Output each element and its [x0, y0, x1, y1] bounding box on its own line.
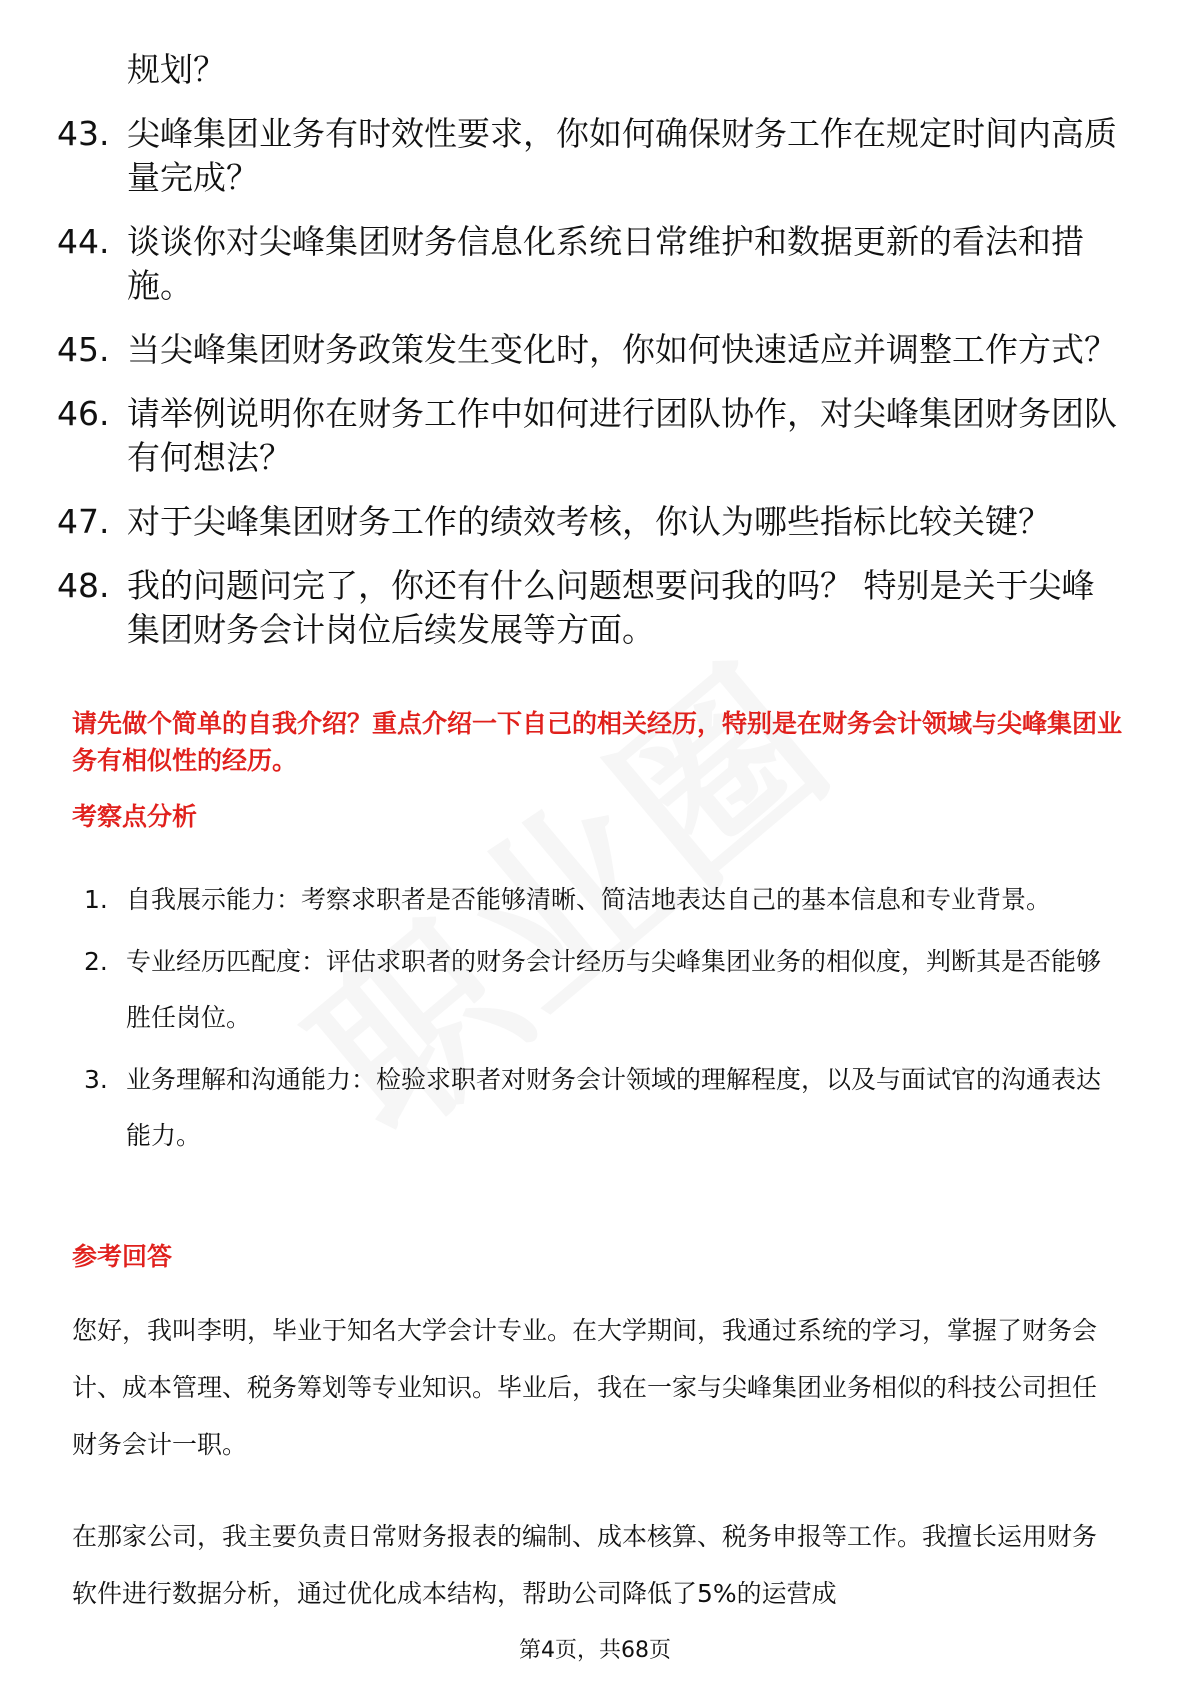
analysis-list	[84, 872, 1124, 1170]
question-text: 对于尖峰集团财务工作的绩效考核，你认为哪些指标比较关键？	[127, 502, 1051, 541]
question-text: 当尖峰集团财务政策发生变化时，你如何快速适应并调整工作方式？	[127, 330, 1117, 369]
question-item	[57, 112, 1117, 200]
analysis-text: 自我展示能力：考察求职者是否能够清晰、简洁地表达自己的基本信息和专业背景。	[126, 885, 1052, 914]
question-text: 尖峰集团业务有时效性要求，你如何确保财务工作在规定时间内高质量完成？	[127, 114, 1117, 197]
question-item	[57, 392, 1117, 480]
answer-paragraph: 在那家公司，我主要负责日常财务报表的编制、成本核算、税务申报等工作。我擅长运用财务软件进行数据分析，通过优化成本结构，帮助公司降低了5%的运营成	[72, 1522, 1098, 1608]
question-item	[57, 220, 1117, 308]
page-footer: 第4页，共68页	[519, 1638, 671, 1663]
question-item	[57, 564, 1117, 652]
analysis-number: 1.	[84, 885, 108, 914]
question-item	[57, 500, 1117, 544]
question-number: 45.	[57, 330, 110, 369]
analysis-text: 专业经历匹配度：评估求职者的财务会计经历与尖峰集团业务的相似度，判断其是否能够胜任岗位。	[126, 947, 1102, 1032]
analysis-number: 3.	[84, 1065, 108, 1094]
question-text: 我的问题问完了，你还有什么问题想要问我的吗？ 特别是关于尖峰集团财务会计岗位后续发展等方面。	[127, 566, 1095, 649]
question-continuation: 规划？	[127, 50, 226, 89]
analysis-item	[84, 934, 1124, 1046]
reference-heading: 参考回答	[72, 1242, 173, 1271]
analysis-number: 2.	[84, 947, 108, 976]
question-number: 48.	[57, 566, 110, 605]
analysis-heading: 考察点分析	[72, 802, 198, 831]
analysis-item	[84, 872, 1124, 928]
question-text: 谈谈你对尖峰集团财务信息化系统日常维护和数据更新的看法和措施。	[127, 222, 1084, 305]
question-text: 请举例说明你在财务工作中如何进行团队协作，对尖峰集团财务团队有何想法？	[127, 394, 1117, 477]
analysis-text: 业务理解和沟通能力：检验求职者对财务会计领域的理解程度，以及与面试官的沟通表达能力。	[126, 1065, 1102, 1150]
question-number: 43.	[57, 114, 110, 153]
question-number: 47.	[57, 502, 110, 541]
featured-question: 请先做个简单的自我介绍？重点介绍一下自己的相关经历，特别是在财务会计领域与尖峰集团业务有相似性的经历。	[72, 709, 1123, 775]
question-number: 44.	[57, 222, 110, 261]
question-list	[57, 48, 1117, 672]
question-item	[57, 328, 1117, 372]
analysis-item	[84, 1052, 1124, 1164]
question-number: 46.	[57, 394, 110, 433]
answer-paragraph: 您好，我叫李明，毕业于知名大学会计专业。在大学期间，我通过系统的学习，掌握了财务会计、成本管理、税务筹划等专业知识。毕业后，我在一家与尖峰集团业务相似的科技公司担任财务会计一职。	[72, 1316, 1098, 1459]
